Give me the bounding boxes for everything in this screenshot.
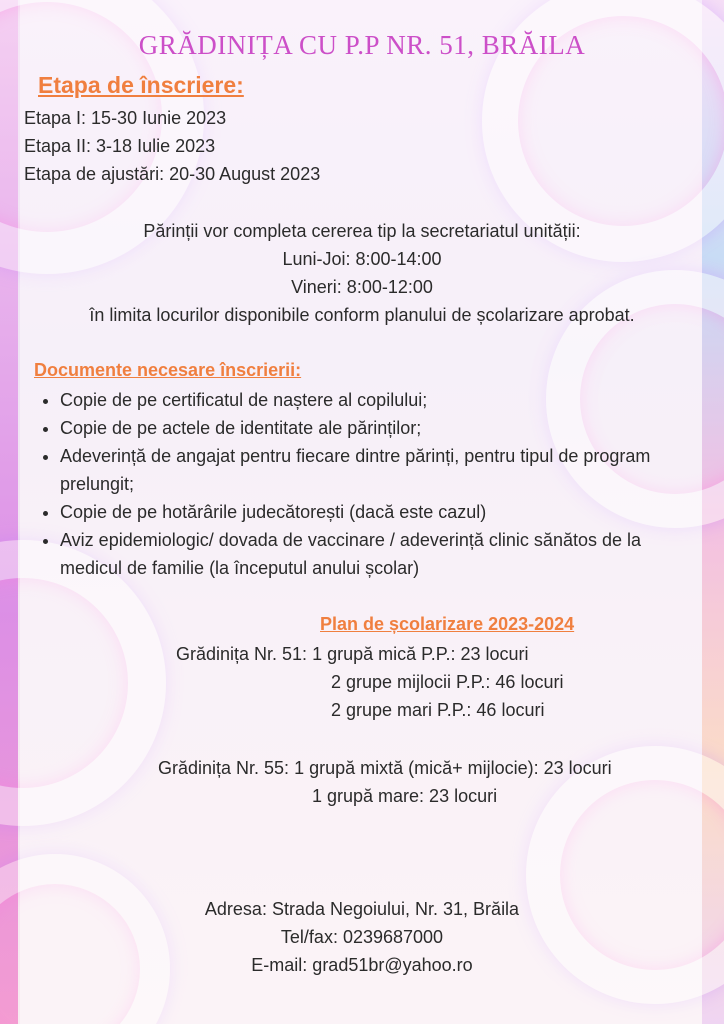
plan-line: 2 grupe mari P.P.: 46 locuri bbox=[331, 700, 545, 720]
phone-text: Tel/fax: 0239687000 bbox=[280, 927, 444, 947]
list-item: • Adeverință de angajat pentru fiecare dintre părinți, pentru tipul de program prelungit; bbox=[60, 442, 684, 498]
schedule-line: în limita locurilor disponibile conform planului de școlarizare aprobat. bbox=[89, 305, 635, 325]
plan-line: Grădinița Nr. 55: 1 grupă mixtă (mică+ mijlocie): 23 locuri bbox=[158, 758, 612, 778]
schedule-line: Vineri: 8:00-12:00 bbox=[291, 277, 433, 297]
documents-list bbox=[36, 386, 684, 582]
list-item: • Aviz epidemiologic/ dovada de vaccinare / adeverință clinic sănătos de la medicul de familie (la începutul anului școlar) bbox=[60, 526, 684, 582]
plan-line: Grădinița Nr. 51: 1 grupă mică P.P.: 23 locuri bbox=[176, 644, 529, 664]
enrollment-stages bbox=[24, 104, 320, 188]
page-title: GRĂDINIȚA CU P.P NR. 51, BRĂILA bbox=[138, 30, 586, 60]
plan-heading: Plan de școlarizare 2023-2024 bbox=[320, 614, 575, 634]
enrollment-stage: Etapa de ajustări: 20-30 August 2023 bbox=[24, 164, 321, 184]
enrollment-stage: Etapa II: 3-18 Iulie 2023 bbox=[24, 136, 216, 156]
list-item: • Copie de pe certificatul de naștere al copilului; bbox=[60, 386, 684, 414]
documents-heading: Documente necesare înscrierii: bbox=[34, 360, 302, 380]
email-text: E-mail: grad51br@yahoo.ro bbox=[251, 955, 473, 975]
enrollment-heading: Etapa de înscriere: bbox=[38, 72, 244, 98]
schedule-line: Părinții vor completa cererea tip la secretariatul unității: bbox=[143, 221, 581, 241]
plan-line: 2 grupe mijlocii P.P.: 46 locuri bbox=[331, 672, 564, 692]
contact-block bbox=[0, 895, 724, 979]
plan-line: 1 grupă mare: 23 locuri bbox=[312, 786, 498, 806]
schedule-block bbox=[0, 217, 724, 329]
list-item: • Copie de pe actele de identitate ale părinților; bbox=[60, 414, 684, 442]
address-text: Adresa: Strada Negoiului, Nr. 31, Brăila bbox=[204, 899, 520, 919]
enrollment-stage: Etapa I: 15-30 Iunie 2023 bbox=[24, 108, 227, 128]
list-item: • Copie de pe hotărârile judecătorești (dacă este cazul) bbox=[60, 498, 684, 526]
schedule-line: Luni-Joi: 8:00-14:00 bbox=[282, 249, 442, 269]
